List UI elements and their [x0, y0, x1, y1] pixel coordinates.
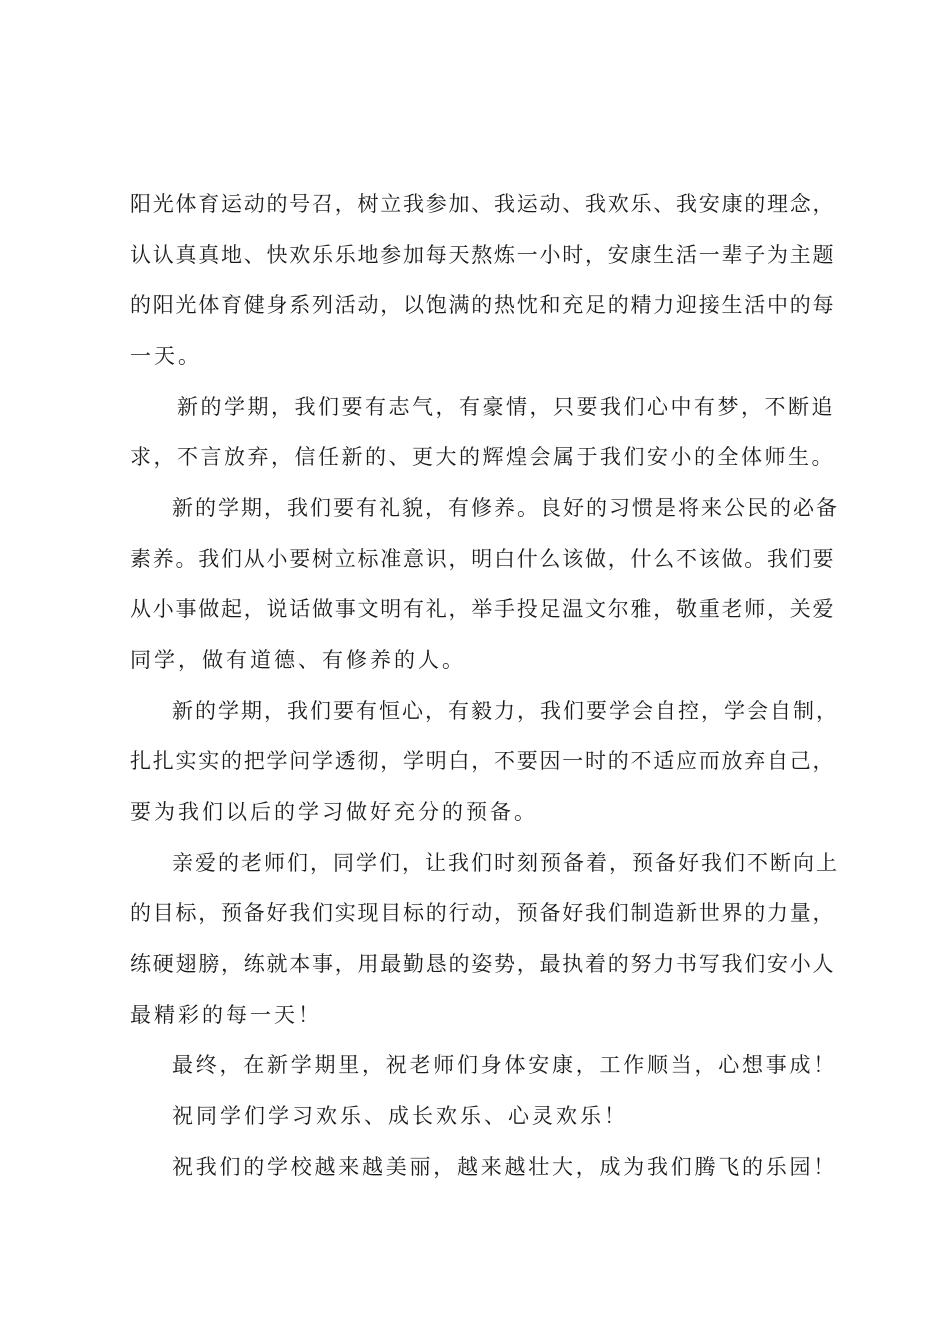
text-line: 阳光体育运动的号召，树立我参加、我运动、我欢乐、我安康的理念， — [130, 192, 836, 216]
text-line: 最精彩的每一天！ — [130, 1003, 322, 1027]
text-line: 祝同学们学习欢乐、成长欢乐、心灵欢乐！ — [172, 1104, 628, 1128]
text-line: 素养。我们从小要树立标准意识，明白什么该做，什么不该做。我们要 — [130, 547, 836, 571]
text-line: 扎扎实实的把学问学透彻，学明白，不要因一时的不适应而放弃自己， — [130, 749, 836, 773]
text-line: 认认真真地、快欢乐乐地参加每天熬炼一小时，安康生活一辈子为主题 — [130, 243, 836, 267]
text-line: 祝我们的学校越来越美丽，越来越壮大，成为我们腾飞的乐园！ — [172, 1155, 837, 1179]
text-line: 求，不言放弃，信任新的、更大的辉煌会属于我们安小的全体师生。 — [130, 445, 835, 469]
text-line: 亲爱的老师们，同学们，让我们时刻预备着，预备好我们不断向上 — [172, 851, 839, 875]
text-line: 要为我们以后的学习做好充分的预备。 — [130, 800, 538, 824]
text-line: 的阳光体育健身系列活动，以饱满的热忱和充足的精力迎接生活中的每 — [130, 293, 836, 317]
text-line: 一天。 — [130, 344, 202, 368]
text-line: 从小事做起，说话做事文明有礼，举手投足温文尔雅，敬重老师，关爱 — [130, 597, 836, 621]
text-line: 最终，在新学期里，祝老师们身体安康，工作顺当，心想事成！ — [172, 1053, 837, 1077]
text-line: 同学，做有道德、有修养的人。 — [130, 648, 466, 672]
text-line: 新的学期，我们要有志气，有豪情，只要我们心中有梦，不断追 — [177, 395, 835, 419]
text-line: 的目标，预备好我们实现目标的行动，预备好我们制造新世界的力量， — [130, 901, 836, 925]
text-line: 新的学期，我们要有恒心，有毅力，我们要学会自控，学会自制， — [172, 699, 839, 723]
text-line: 新的学期，我们要有礼貌，有修养。良好的习惯是将来公民的必备 — [172, 496, 839, 520]
text-line: 练硬翅膀，练就本事，用最勤恳的姿势，最执着的努力书写我们安小人 — [130, 952, 836, 976]
